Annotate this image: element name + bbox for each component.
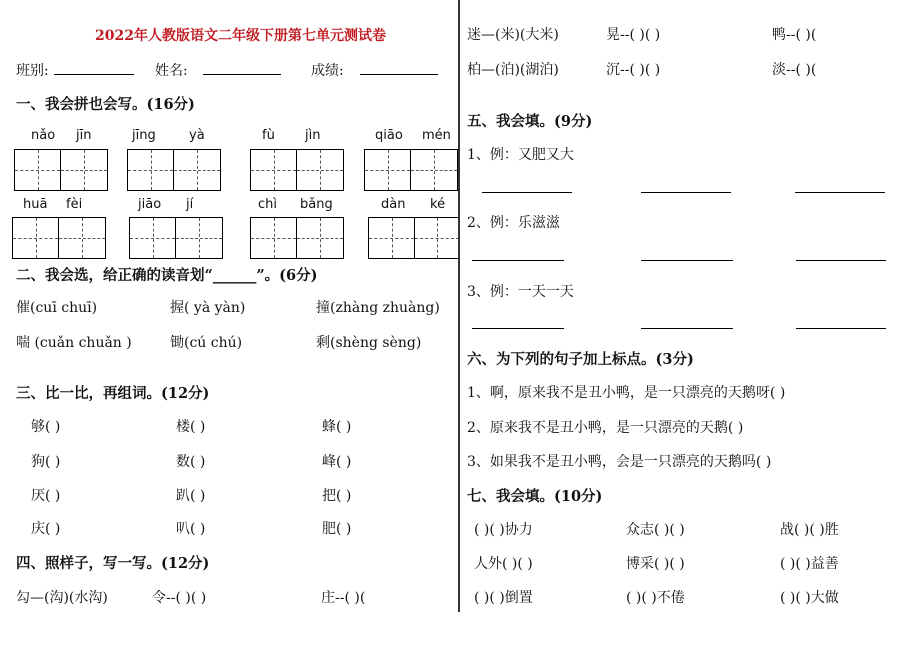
idiom-item: 人外( )( ) — [474, 556, 533, 572]
answer-blank[interactable] — [641, 192, 731, 193]
pinyin: jiāo — [138, 197, 162, 212]
word-item: 把( ) — [322, 488, 352, 504]
section-1-heading: 一、我会拼也会写。(16分) — [16, 96, 195, 113]
pattern-item: 勾—(沟)(水沟) — [16, 590, 108, 606]
punctuation-item: 2、原来我不是丑小鸭，是一只漂亮的天鹅( ) — [467, 420, 744, 436]
answer-blank[interactable] — [796, 328, 886, 329]
pinyin: fù — [262, 128, 275, 143]
section-6-heading: 六、为下列的句子加上标点。(3分) — [467, 351, 694, 368]
pinyin: chì — [258, 197, 277, 212]
punctuation-item: 1、啊，原来我不是丑小鸭，是一只漂亮的天鹅呀( ) — [467, 385, 786, 401]
choice-item: 锄(cú chú) — [170, 335, 243, 351]
word-item: 蜂( ) — [322, 419, 352, 435]
pinyin: mén — [422, 128, 451, 143]
writing-box[interactable] — [250, 217, 344, 259]
answer-blank[interactable] — [482, 192, 572, 193]
idiom-item: ( )( )益善 — [780, 556, 839, 572]
word-item: 叭( ) — [176, 521, 206, 537]
choice-item: 握( yà yàn) — [170, 300, 246, 316]
pinyin: nǎo — [31, 128, 56, 143]
class-blank[interactable] — [54, 74, 134, 75]
class-label: 班别: — [16, 63, 49, 79]
pinyin: qiāo — [375, 128, 403, 143]
word-item: 趴( ) — [176, 488, 206, 504]
example-item: 1、例：又肥又大 — [467, 147, 574, 163]
pattern-item: 迷—(米)(大米) — [467, 27, 559, 43]
pattern-item: 淡--( )( — [772, 62, 817, 78]
writing-box[interactable] — [14, 149, 108, 191]
pinyin: jīn — [76, 128, 92, 143]
choice-item: 喘 (cuǎn chuǎn ) — [16, 335, 132, 351]
writing-box[interactable] — [129, 217, 223, 259]
example-item: 2、例：乐滋滋 — [467, 215, 560, 231]
choice-item: 催(cuī chuī) — [16, 300, 98, 316]
score-blank[interactable] — [360, 74, 438, 75]
pinyin: dàn — [381, 197, 406, 212]
writing-box[interactable] — [368, 217, 460, 259]
writing-box[interactable] — [364, 149, 458, 191]
answer-blank[interactable] — [472, 328, 564, 329]
answer-blank[interactable] — [796, 260, 886, 261]
pattern-item: 沉--( )( ) — [606, 62, 661, 78]
word-item: 肥( ) — [322, 521, 352, 537]
score-label: 成绩: — [311, 63, 344, 79]
pattern-item: 令--( )( ) — [152, 590, 207, 606]
example-item: 3、例：一天一天 — [467, 284, 574, 300]
pinyin: fèi — [66, 197, 83, 212]
choice-item: 剩(shèng sèng) — [316, 335, 422, 351]
idiom-item: ( )( )协力 — [474, 522, 533, 538]
idiom-item: ( )( )不倦 — [626, 590, 685, 606]
answer-blank[interactable] — [641, 260, 733, 261]
section-5-heading: 五、我会填。(9分) — [467, 113, 593, 130]
pattern-item: 鸭--( )( — [772, 27, 817, 43]
idiom-item: 博采( )( ) — [626, 556, 685, 572]
pattern-item: 晃--( )( ) — [606, 27, 661, 43]
word-item: 狗( ) — [31, 454, 61, 470]
pinyin: bǎng — [300, 197, 333, 212]
word-item: 楼( ) — [176, 419, 206, 435]
answer-blank[interactable] — [472, 260, 564, 261]
idiom-item: 众志( )( ) — [626, 522, 685, 538]
word-item: 厌( ) — [31, 488, 61, 504]
choice-item: 撞(zhàng zhuàng) — [316, 300, 440, 316]
pinyin: yà — [189, 128, 205, 143]
writing-box[interactable] — [250, 149, 344, 191]
word-item: 庆( ) — [31, 521, 61, 537]
pinyin: jí — [186, 197, 194, 212]
word-item: 峰( ) — [322, 454, 352, 470]
answer-blank[interactable] — [795, 192, 885, 193]
answer-blank[interactable] — [641, 328, 733, 329]
writing-box[interactable] — [12, 217, 106, 259]
page-title: 2022年人教版语文二年级下册第七单元测试卷 — [95, 28, 386, 44]
pinyin: jìn — [305, 128, 321, 143]
word-item: 够( ) — [31, 419, 61, 435]
punctuation-item: 3、如果我不是丑小鸭，会是一只漂亮的天鹅吗( ) — [467, 454, 772, 470]
section-7-heading: 七、我会填。(10分) — [467, 488, 603, 505]
section-2-heading: 二、我会选，给正确的读音划“______”。(6分) — [16, 267, 318, 284]
section-4-heading: 四、照样子，写一写。(12分) — [16, 555, 210, 572]
pinyin: huā — [23, 197, 48, 212]
idiom-item: ( )( )倒置 — [474, 590, 533, 606]
word-item: 数( ) — [176, 454, 206, 470]
pinyin: ké — [430, 197, 446, 212]
column-divider — [458, 0, 460, 612]
idiom-item: 战( )( )胜 — [780, 522, 839, 538]
idiom-item: ( )( )大做 — [780, 590, 839, 606]
name-label: 姓名: — [155, 63, 188, 79]
section-3-heading: 三、比一比，再组词。(12分) — [16, 385, 210, 402]
name-blank[interactable] — [203, 74, 281, 75]
writing-box[interactable] — [127, 149, 221, 191]
pinyin: jīng — [132, 128, 156, 143]
pattern-item: 柏—(泊)(湖泊) — [467, 62, 559, 78]
pattern-item: 庄--( )( — [321, 590, 366, 606]
